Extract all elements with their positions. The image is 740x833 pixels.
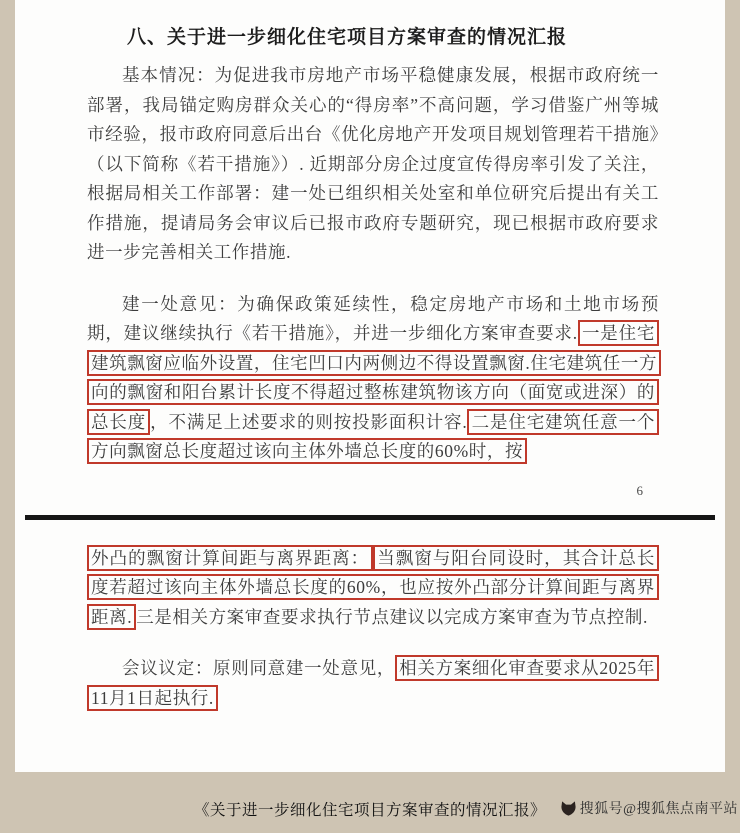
document-caption: 《关于进一步细化住宅项目方案审查的情况汇报》 <box>193 802 546 819</box>
document-title: 八、关于进一步细化住宅项目方案审查的情况汇报 <box>127 27 568 48</box>
paragraph-division-opinion <box>87 290 659 467</box>
paragraph-continuation <box>87 544 659 633</box>
body-text: ，不满足上述要求的则按投影面积计容. <box>150 411 468 432</box>
highlighted-text: 外凸的飘窗计算间距与离界距离： <box>87 545 373 571</box>
highlighted-text: 二是住宅建筑任意一个方向飘窗总长度超过该向主体外墙总长度的60%时，按 <box>87 409 659 465</box>
document-page-2 <box>15 520 725 750</box>
body-text: 基本情况：为促进我市房地产市场平稳健康发展，根据市政府统一部署，我局锚定购房群众关心的“得房率”不高问题，学习借鉴广州等城市经验，报市政府同意后出台《优化房地产开发项目规划管理若干措施》（以下简称《若干措施》）. 近期部分房企过度宣传得房率引发了关注，根据局相关工作部署：建一处已组织相关处室和单位研究后提出有关工作措施，提请局务会审议后已报市政府专题研究，现已根据市政府要求进一步完善相关工作措施. <box>87 65 659 262</box>
body-text: 三是相关方案审查要求执行节点建议以完成方案审查为节点控制. <box>136 606 648 627</box>
paragraph-meeting-decision <box>87 654 659 713</box>
paragraph-basic-situation <box>87 61 659 268</box>
sohu-fox-logo-icon <box>560 800 577 817</box>
document-page-1 <box>15 0 725 499</box>
page-number: 6 <box>636 482 643 498</box>
footer-bar <box>0 787 740 833</box>
document-sheet <box>15 0 725 772</box>
sohu-brand <box>560 798 738 818</box>
highlighted-text: 一是住宅建筑飘窗应临外设置，住宅凹口内两侧边不得设置飘窗.住宅建筑任一方向的飘窗和阳台累计长度不得超过整栋建筑物该方向（面宽或进深）的总长度 <box>87 320 661 435</box>
highlighted-text: 当飘窗与阳台同设时，其合计总长度若超过该向主体外墙总长度的60%，也应按外凸部分计算间距与离界距离. <box>87 545 659 630</box>
body-text: 建一处意见：为确保政策延续性，稳定房地产市场和土地市场预期，建议继续执行《若干措施》，并进一步细化方案审查要求. <box>87 293 659 343</box>
body-text: 会议议定：原则同意建一处意见， <box>122 658 396 678</box>
highlighted-text: 相关方案细化审查要求从2025年11月1日起执行. <box>87 655 659 711</box>
sohu-brand-text: 搜狐号@搜狐焦点南平站 <box>579 802 738 817</box>
